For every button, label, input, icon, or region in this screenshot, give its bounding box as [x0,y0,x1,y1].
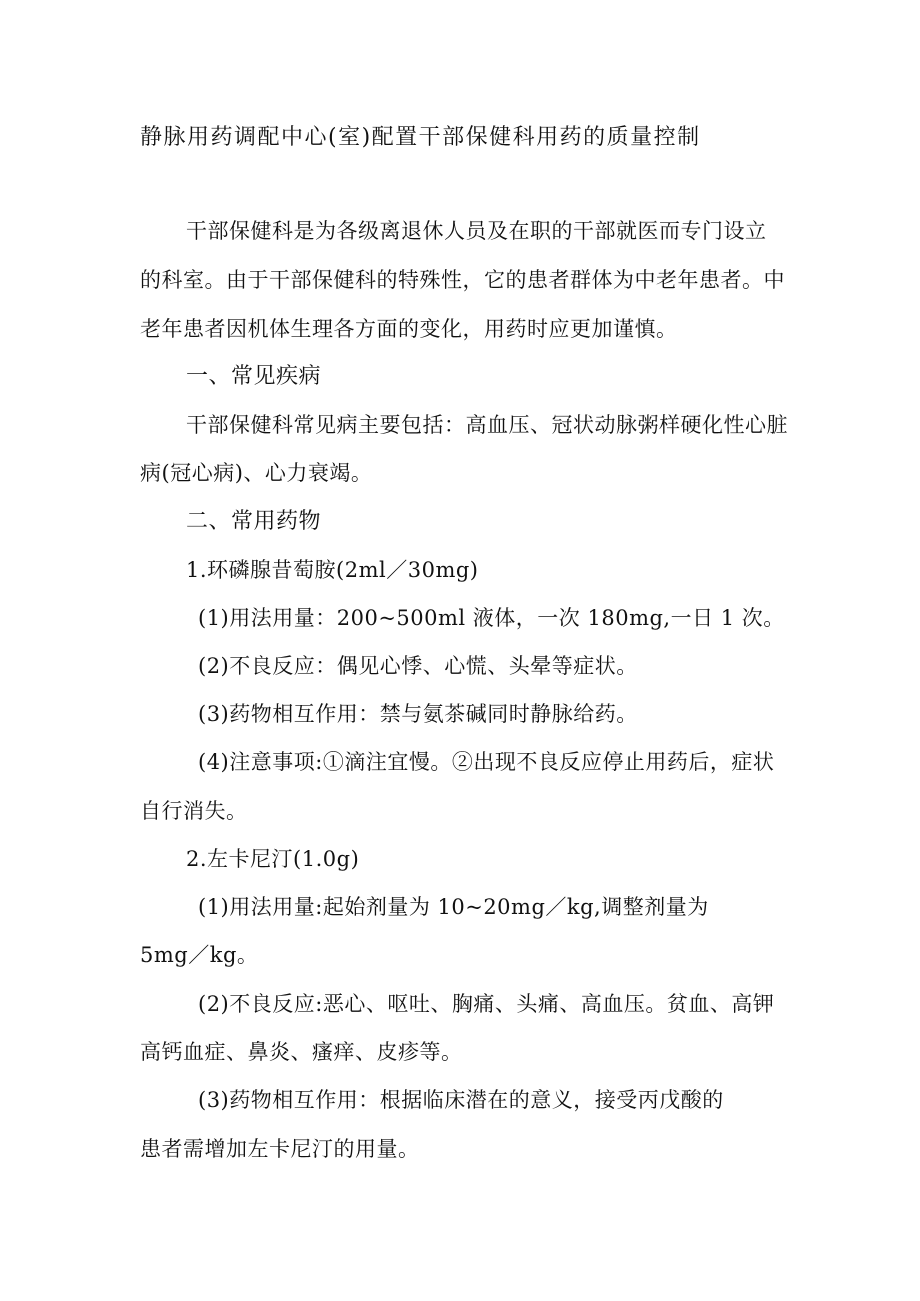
intro-paragraph-line-2: 的科室。由于干部保健科的特殊性，它的患者群体为中老年患者。中 [140,268,785,292]
drug-1-notes-line-1: (4)注意事项:①滴注宜慢。②出现不良反应停止用药后，症状 [198,750,775,774]
drug-1-name: 1.环磷腺昔萄胺(2ml／30mg) [186,558,479,582]
drug-2-interactions-line-1: (3)药物相互作用：根据临床潜在的意义，接受丙戊酸的 [198,1088,724,1112]
drug-1-notes-line-2: 自行消失。 [140,799,248,823]
drug-2-adverse-line-2: 高钙血症、鼻炎、瘙痒、皮疹等。 [140,1040,463,1064]
diseases-paragraph-line-1: 干部保健科常见病主要包括：高血压、冠状动脉粥样硬化性心脏 [186,413,788,437]
section-heading-common-drugs: 二、常用药物 [186,509,322,534]
drug-2-usage-line-1: (1)用法用量:起始剂量为 10~20mg／kg,调整剂量为 [198,895,709,919]
drug-1-interactions: (3)药物相互作用：禁与氨茶碱同时静脉给药。 [198,702,638,726]
drug-1-usage: (1)用法用量：200~500ml 液体，一次 180mg,一日 1 次。 [198,606,785,630]
drug-2-name: 2.左卡尼汀(1.0g) [186,847,360,871]
drug-2-adverse-line-1: (2)不良反应:恶心、呕吐、胸痛、头痛、高血压。贫血、高钾 [198,992,775,1016]
intro-paragraph-line-1: 干部保健科是为各级离退休人员及在职的干部就医而专门设立 [186,219,767,243]
section-heading-common-diseases: 一、常见疾病 [186,364,322,389]
drug-2-usage-line-2: 5mg／kg。 [140,943,259,967]
drug-2-interactions-line-2: 患者需增加左卡尼汀的用量。 [140,1137,420,1161]
diseases-paragraph-line-2: 病(冠心病)、心力衰竭。 [140,461,373,485]
page-title: 静脉用药调配中心(室)配置干部保健科用药的质量控制 [140,125,701,150]
intro-paragraph-line-3: 老年患者因机体生理各方面的变化，用药时应更加谨慎。 [140,317,678,341]
drug-1-adverse-reactions: (2)不良反应：偶见心悸、心慌、头晕等症状。 [198,654,638,678]
